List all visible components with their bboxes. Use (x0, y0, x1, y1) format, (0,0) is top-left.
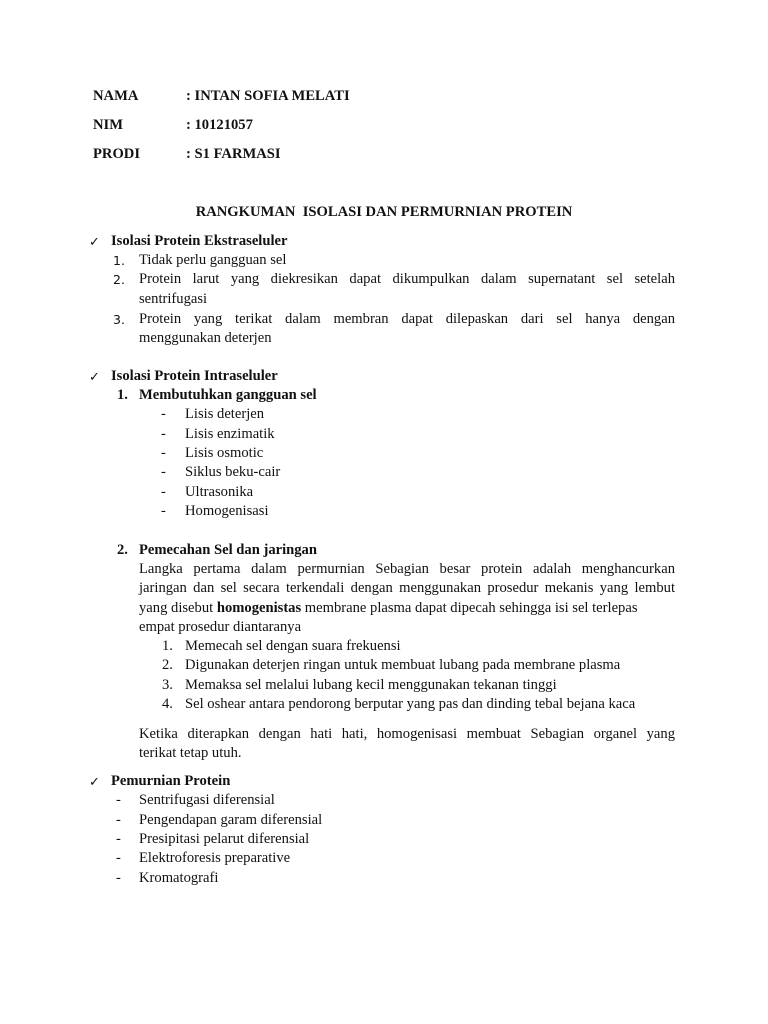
dash-bullet: - (116, 850, 121, 866)
dash-bullet: - (161, 445, 166, 461)
document-title: RANGKUMAN ISOLASI DAN PERMURNIAN PROTEIN (195, 204, 573, 220)
paragraph-line: jaringan dan sel secara terkendali dengan menggunakan prosedur mekanis yang lembut (139, 580, 675, 596)
section-heading: Pemurnian Protein (111, 773, 231, 789)
dash-bullet: - (116, 812, 121, 828)
prodi-label: PRODI (93, 146, 141, 162)
paragraph-line: empat prosedur diantaranya (139, 619, 302, 635)
step-text: Memaksa sel melalui lubang kecil menggunakan tekanan tinggi (185, 677, 557, 693)
list-item: Lisis enzimatik (185, 426, 275, 442)
list-number: 3. (113, 312, 125, 327)
dash-bullet: - (161, 464, 166, 480)
list-item: Lisis osmotic (185, 445, 264, 461)
list-number: 1. (113, 253, 125, 268)
nama-label: NAMA (93, 88, 139, 104)
dash-bullet: - (161, 426, 166, 442)
list-item: Presipitasi pelarut diferensial (139, 831, 310, 847)
list-item: Ultrasonika (185, 484, 254, 500)
nama-value: : INTAN SOFIA MELATI (186, 88, 350, 104)
step-number: 2. (162, 657, 173, 673)
checkmark-icon: ✓ (89, 234, 100, 249)
paragraph-line: terikat tetap utuh. (139, 745, 242, 761)
list-item: Elektroforesis preparative (139, 850, 291, 866)
checkmark-icon: ✓ (89, 369, 100, 384)
paragraph-line: Ketika diterapkan dengan hati hati, homogenisasi membuat Sebagian organel yang (139, 726, 675, 742)
emphasis-term: homogenistas (216, 600, 302, 616)
paragraph-line (139, 599, 675, 618)
list-item: Sentrifugasi diferensial (139, 792, 275, 808)
list-item: Protein yang terikat dalam membran dapat dilepaskan dari sel hanya dengan (139, 311, 675, 327)
list-item: Protein larut yang diekresikan dapat dikumpulkan dalam supernatant sel setelah (139, 271, 675, 287)
step-text: Digunakan deterjen ringan untuk membuat lubang pada membrane plasma (185, 657, 621, 673)
list-item-continuation: sentrifugasi (139, 291, 208, 307)
step-text: Memecah sel dengan suara frekuensi (185, 638, 401, 654)
subsection-number: 1. (117, 387, 128, 403)
list-number: 2. (113, 272, 125, 287)
list-item: Homogenisasi (185, 503, 269, 519)
list-item: Lisis deterjen (185, 406, 265, 422)
step-number: 4. (162, 696, 173, 712)
list-item: Tidak perlu gangguan sel (139, 252, 287, 268)
subsection-title: Membutuhkan gangguan sel (139, 387, 317, 403)
list-item-continuation: menggunakan deterjen (139, 330, 272, 346)
list-item: Kromatografi (139, 870, 219, 886)
step-number: 3. (162, 677, 173, 693)
nim-label: NIM (93, 117, 123, 133)
subsection-title: Pemecahan Sel dan jaringan (139, 542, 317, 558)
dash-bullet: - (161, 503, 166, 519)
nim-value: : 10121057 (186, 117, 253, 133)
checkmark-icon: ✓ (89, 774, 100, 789)
dash-bullet: - (161, 484, 166, 500)
list-item: Pengendapan garam diferensial (139, 812, 323, 828)
list-item: Siklus beku-cair (185, 464, 281, 480)
section-heading: Isolasi Protein Intraseluler (111, 368, 278, 384)
step-text: Sel oshear antara pendorong berputar yang pas dan dinding tebal bejana kaca (185, 696, 636, 712)
subsection-number: 2. (117, 542, 128, 558)
paragraph-text: membrane plasma dapat dipecah sehingga isi sel terlepas (301, 600, 638, 616)
section-heading: Isolasi Protein Ekstraseluler (111, 233, 288, 249)
step-number: 1. (162, 638, 173, 654)
paragraph-text: yang disebut (139, 600, 217, 616)
paragraph-line: Langka pertama dalam permurnian Sebagian besar protein adalah menghancurkan (139, 561, 675, 577)
dash-bullet: - (116, 792, 121, 808)
dash-bullet: - (116, 831, 121, 847)
dash-bullet: - (116, 870, 121, 886)
prodi-value: : S1 FARMASI (186, 146, 281, 162)
dash-bullet: - (161, 406, 166, 422)
